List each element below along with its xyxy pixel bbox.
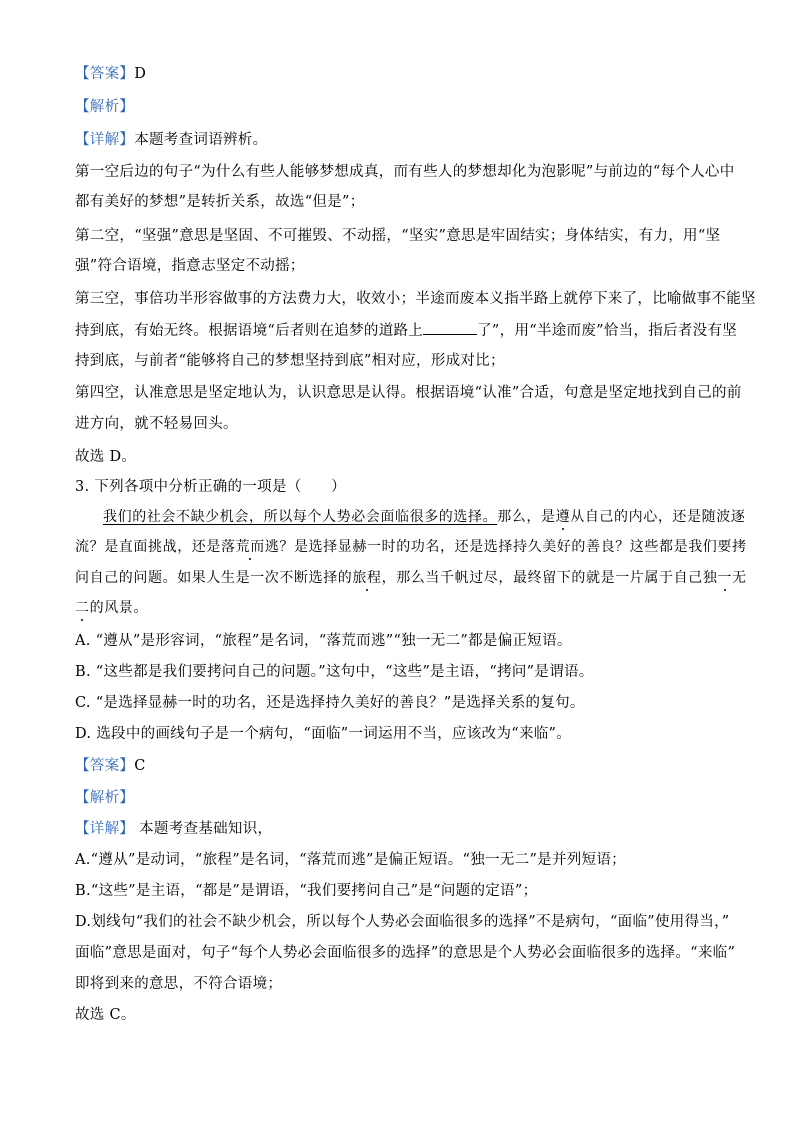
analysis-label: 【解析】 (75, 99, 135, 115)
q3-passage-line (75, 569, 747, 587)
q3-answer-line (75, 757, 146, 775)
q3-passage-line (75, 538, 747, 556)
q2-explanation-line: 都有美好的梦想”是转折关系，故选“但是”； (75, 194, 365, 210)
q2-answer-line (75, 65, 146, 83)
passage-text: 那么，是 (497, 509, 556, 525)
answer-label: 【答案】 (75, 66, 135, 82)
line-text: 持到底，有始无终。根据语境“后者则在追梦的道路上 (75, 323, 424, 339)
answer-label: 【答案】 (75, 758, 135, 774)
passage-text: 流？是直面挑战，还是 (75, 539, 221, 555)
q2-explanation-line: 强”符合语境，指意志坚定不动摇； (75, 258, 305, 274)
q3-explanation-line: A.“遵从”是动词，“旅程”是名词，“落荒而逃”是偏正短语。“独一无二”是并列短语； (75, 852, 626, 868)
line-text: 了”，用“半途而废”恰当，指后者没有坚 (477, 323, 738, 339)
detail-text: 本题考查基础知识， (134, 821, 273, 837)
q2-explanation-line: 第四空，认准意思是坚定地认为，认识意思是认得。根据语境“认准”合适，句意是坚定地找到自己的前 (75, 385, 742, 401)
detail-text: 本题考查词语辨析。 (134, 132, 268, 148)
q3-explanation-line: D.划线句“我们的社会不缺少机会，所以每个人势必会面临很多的选择”不是病句，“面临”使用得当，” (75, 914, 730, 930)
passage-text: 问自己的问题。如果人生是一次不断选择的 (75, 570, 353, 586)
q3-conclusion: 故选 C。 (75, 1007, 136, 1023)
answer-value: C (134, 758, 146, 774)
q3-explanation-line: 即将到来的意思，不符合语境； (75, 976, 283, 992)
dotted-phrase: 独一无 (702, 570, 747, 586)
answer-value: D (134, 66, 147, 82)
q3-detail-line (75, 820, 272, 838)
fill-blank (423, 321, 477, 335)
q3-option-b: B. “这些都是我们要拷问自己的问题。”这句中，“这些”是主语，“拷问”是谓语。 (75, 664, 594, 680)
q2-analysis-line (75, 98, 134, 116)
q3-passage-line (103, 508, 745, 526)
passage-text: ，那么当千帆过尽，最终留下的就是一片属于自己 (381, 570, 703, 586)
q3-explanation-line: 面临”意思是面对，句子“每个人势必会面临很多的选择”的意思是个人势必会面临很多的选择。“来临” (75, 945, 736, 961)
passage-text: 从自己的内心，还是随波逐 (570, 509, 746, 525)
q3-option-d: D. 选段中的画线句子是一个病句，“面临”一词运用不当，应该改为“来临”。 (75, 726, 572, 742)
detail-label: 【详解】 (75, 821, 135, 837)
dotted-char: 遵 (555, 509, 571, 525)
q3-question: 3. 下列各项中分析正确的一项是（ ） (75, 479, 346, 495)
q2-explanation-line (75, 321, 737, 340)
dotted-phrase: 旅程 (352, 570, 382, 586)
underlined-sentence: 我们的社会不缺少机会，所以每个人势必会面临很多的选择。 (103, 509, 498, 525)
q3-option-c: C. “是选择显赫一时的功名，还是选择持久美好的善良？”是选择关系的复句。 (75, 695, 585, 711)
q3-passage-line (75, 599, 148, 617)
passage-text: 的风景。 (89, 600, 149, 616)
q2-explanation-line: 第三空，事倍功半形容做事的方法费力大，收效小；半途而废本义指半路上就停下来了，比喻做事不能坚 (75, 291, 756, 307)
q3-analysis-line (75, 789, 134, 807)
dotted-phrase: 落荒而逃 (221, 539, 280, 555)
analysis-label: 【解析】 (75, 790, 135, 806)
dotted-char: 二 (75, 600, 90, 616)
detail-label: 【详解】 (75, 132, 135, 148)
q2-explanation-line: 第二空，“坚强”意思是坚固、不可摧毁、不动摇，“坚实”意思是牢固结实；身体结实，有力，用“坚 (75, 228, 721, 244)
passage-text: ？是选择显赫一时的功名，还是选择持久美好的善良？这些都是我们要拷 (279, 539, 747, 555)
q2-explanation-line: 进方向，就不轻易回头。 (75, 416, 238, 432)
q3-option-a: A. “遵从”是形容词，“旅程”是名词，“落荒而逃”“独一无二”都是偏正短语。 (75, 633, 572, 649)
q2-detail-line (75, 131, 267, 149)
q2-explanation-line: 持到底，与前者“能够将自己的梦想坚持到底”相对应，形成对比； (75, 353, 505, 369)
q2-conclusion: 故选 D。 (75, 449, 137, 465)
q2-explanation-line: 第一空后边的句子“为什么有些人能够梦想成真，而有些人的梦想却化为泡影呢”与前边的“每个人心中 (75, 164, 735, 180)
q3-explanation-line: B.“这些”是主语，“都是”是谓语，“我们要拷问自己”是“问题的定语”； (75, 883, 538, 899)
